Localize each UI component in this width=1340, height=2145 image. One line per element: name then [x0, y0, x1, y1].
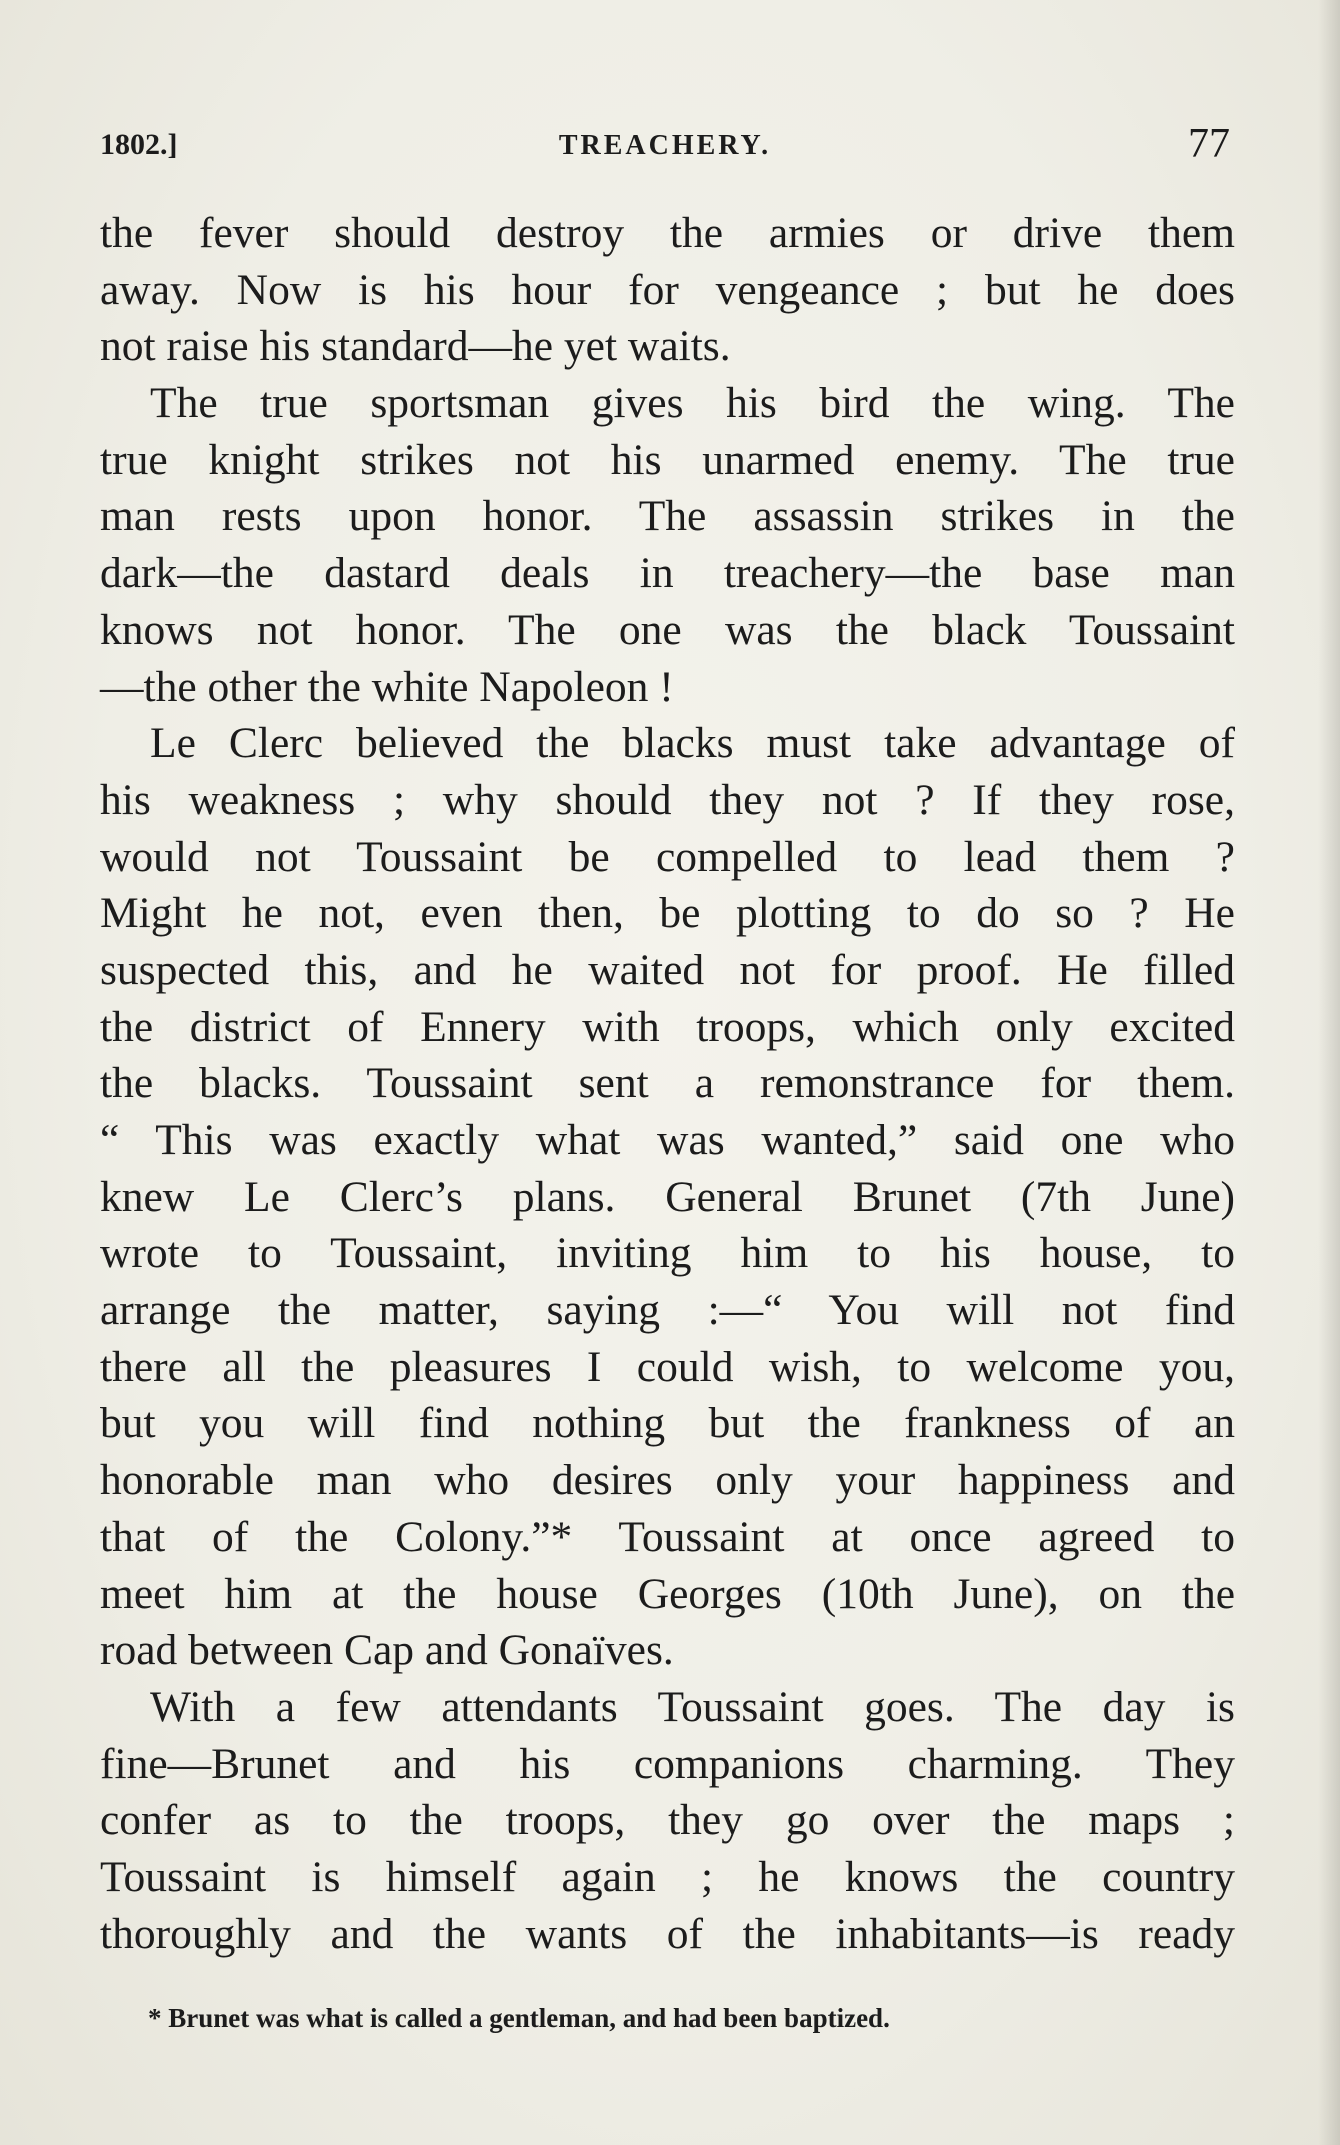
text-line: knew Le Clerc’s plans. General Brunet (7th June): [100, 1172, 1235, 1221]
text-line: fine—Brunet and his companions charming. They: [100, 1739, 1235, 1788]
text-line: there all the pleasures I could wish, to welcome you,: [100, 1342, 1235, 1391]
text-line: meet him at the house Georges (10th June), on the: [100, 1569, 1235, 1618]
page-number: 77: [1188, 121, 1230, 167]
text-line: With a few attendants Toussaint goes. The day is: [150, 1682, 1235, 1731]
text-line: The true sportsman gives his bird the wing. The: [150, 379, 1235, 428]
body-text: [100, 205, 1235, 1962]
text-line: the blacks. Toussaint sent a remonstrance for them.: [100, 1059, 1235, 1108]
text-line: the fever should destroy the armies or drive them: [100, 209, 1235, 257]
text-line: man rests upon honor. The assassin strikes in the: [100, 492, 1235, 541]
text-line: true knight strikes not his unarmed enemy. The true: [100, 435, 1235, 484]
text-line: Might he not, even then, be plotting to do so ? He: [100, 889, 1235, 938]
text-line: dark—the dastard deals in treachery—the base man: [100, 549, 1235, 598]
running-header-title: TREACHERY.: [558, 130, 772, 161]
text-line: confer as to the troops, they go over the maps ;: [100, 1796, 1235, 1845]
text-line: Toussaint is himself again ; he knows the country: [100, 1852, 1235, 1901]
text-line: Le Clerc believed the blacks must take advantage of: [150, 719, 1235, 768]
text-line: suspected this, and he waited not for proof. He filled: [100, 945, 1235, 994]
text-line: wrote to Toussaint, inviting him to his house, to: [100, 1229, 1235, 1278]
text-line: thoroughly and the wants of the inhabitants—is ready: [100, 1909, 1235, 1958]
text-line: knows not honor. The one was the black Toussaint: [100, 605, 1235, 654]
footnote: * Brunet was what is called a gentleman, and had been baptized.: [148, 2003, 890, 2033]
text-line: away. Now is his hour for vengeance ; but he does: [100, 265, 1235, 314]
text-line: not raise his standard—he yet waits.: [100, 322, 731, 371]
text-line: “ This was exactly what was wanted,” said one who: [100, 1116, 1235, 1164]
running-header: [100, 120, 1230, 170]
text-line: honorable man who desires only your happiness and: [100, 1456, 1235, 1505]
text-line: but you will find nothing but the frankness of an: [100, 1399, 1235, 1448]
text-line: his weakness ; why should they not ? If they rose,: [100, 775, 1235, 824]
text-line: —the other the white Napoleon !: [100, 662, 674, 711]
text-line: that of the Colony.”* Toussaint at once agreed to: [100, 1512, 1235, 1561]
running-header-year: 1802.]: [100, 128, 178, 161]
page-edge-shadow: [1318, 0, 1340, 2145]
text-line: would not Toussaint be compelled to lead them ?: [100, 832, 1235, 881]
text-line: arrange the matter, saying :—“ You will not find: [100, 1286, 1235, 1335]
text-line: the district of Ennery with troops, which only excited: [100, 1002, 1235, 1051]
text-line: road between Cap and Gonaïves.: [100, 1626, 674, 1675]
